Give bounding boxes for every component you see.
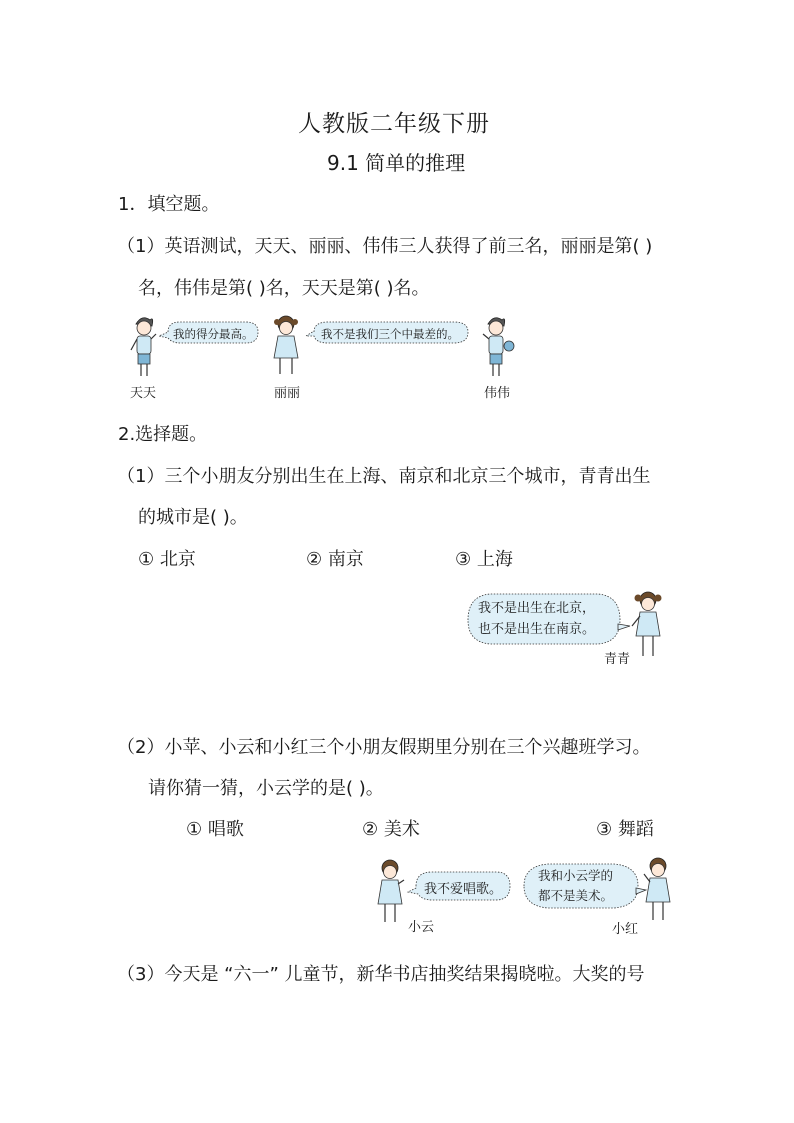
speech-bubble-xiaoyun: 我不爱唱歌。 xyxy=(424,882,503,897)
s2-q2-option-3: ③ 舞蹈 xyxy=(596,819,654,840)
section2-heading: 2.选择题。 xyxy=(118,424,208,445)
speech-bubble-qingqing xyxy=(478,598,618,640)
page-title: 人教版二年级下册 xyxy=(298,111,490,137)
girl-xiaohong-illustration xyxy=(644,858,670,920)
name-label-lili: 丽丽 xyxy=(274,386,301,401)
s2-q1-option-2: ② 南京 xyxy=(306,549,364,570)
s2-question2-line2: 请你猜一猜，小云学的是( )。 xyxy=(148,778,384,799)
girl-qingqing-illustration xyxy=(632,592,662,656)
boy-tiantian-illustration xyxy=(131,318,156,376)
page-subtitle: 9.1 简单的推理 xyxy=(327,151,466,175)
s2-question2-line1: （2）小苹、小云和小红三个小朋友假期里分别在三个兴趣班学习。 xyxy=(117,737,651,758)
name-label-qingqing: 青青 xyxy=(604,652,631,667)
s2-q1-figure xyxy=(460,586,672,670)
boy-weiwei-illustration xyxy=(483,318,514,376)
speech-bubble-weiwei: 我不是我们三个中最差的。 xyxy=(321,327,459,341)
name-label-xiaohong: 小红 xyxy=(612,922,639,937)
s2-question1-line1: （1）三个小朋友分别出生在上海、南京和北京三个城市，青青出生 xyxy=(117,466,651,487)
s2-q2-option-2: ② 美术 xyxy=(362,819,420,840)
s2-q2-option-1: ① 唱歌 xyxy=(186,819,244,840)
s1-question1-line1: （1）英语测试，天天、丽丽、伟伟三人获得了前三名，丽丽是第( ) xyxy=(117,236,653,257)
bubble-line-1: 我不是出生在北京， xyxy=(478,601,596,616)
bubble-line-2: 也不是出生在南京。 xyxy=(478,622,596,637)
bubble2-line-1: 我和小云学的 xyxy=(538,868,614,883)
s2-question1-line2: 的城市是( )。 xyxy=(138,507,248,528)
girl-lili-illustration xyxy=(274,316,298,374)
section1-heading: 1．填空题。 xyxy=(118,194,220,215)
bubble2-line-2: 都不是美术。 xyxy=(538,888,614,903)
s1-figure xyxy=(128,312,518,401)
name-label-tiantian: 天天 xyxy=(130,386,157,401)
girl-xiaoyun-illustration xyxy=(378,860,404,922)
s2-q1-option-3: ③ 上海 xyxy=(455,549,513,570)
s2-question3-line1: （3）今天是 “六一” 儿童节，新华书店抽奖结果揭晓啦。大奖的号 xyxy=(117,964,645,985)
speech-bubble-tiantian: 我的得分最高。 xyxy=(173,327,254,341)
speech-bubble-xiaohong xyxy=(538,866,638,906)
name-label-xiaoyun: 小云 xyxy=(408,920,435,935)
s1-question1-line2: 名，伟伟是第( )名，天天是第( )名。 xyxy=(138,278,430,299)
s2-q2-figure xyxy=(372,856,672,936)
s2-q1-option-1: ① 北京 xyxy=(138,549,196,570)
name-label-weiwei: 伟伟 xyxy=(484,386,511,401)
